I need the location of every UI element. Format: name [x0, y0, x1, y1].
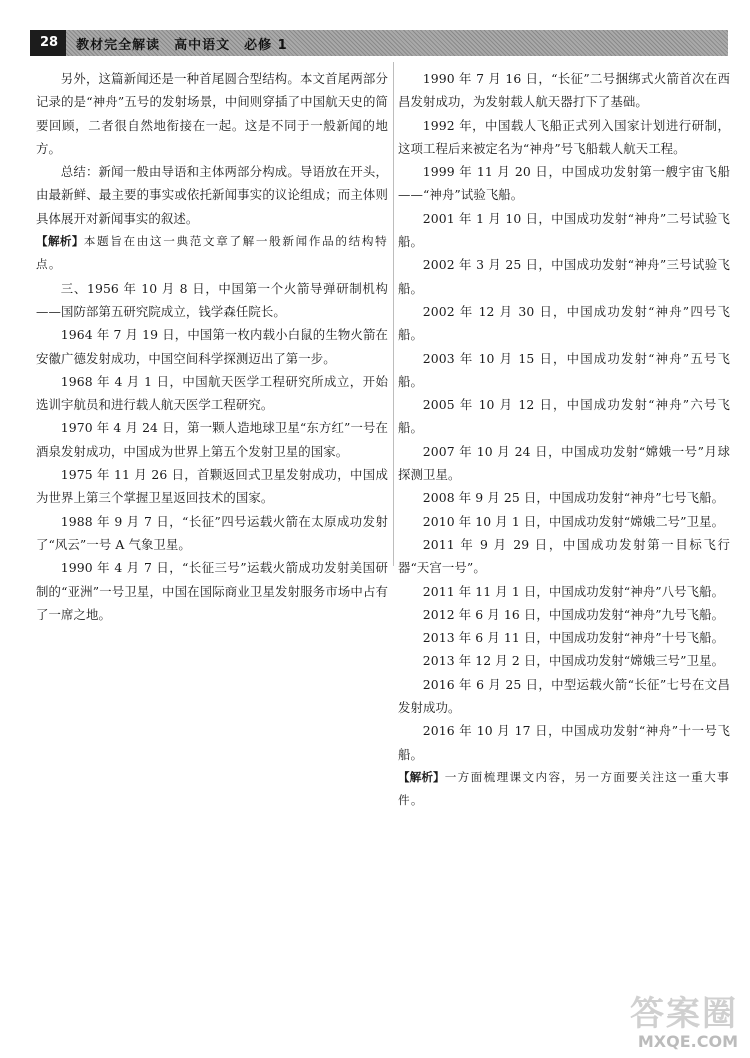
paragraph: 1999 年 11 月 20 日，中国成功发射第一艘宇宙飞船——“神舟”试验飞船。: [398, 164, 730, 203]
paragraph: 1975 年 11 月 26 日，首颗返回式卫星发射成功，中国成为世界上第三个掌握卫星返回技术的国家。: [36, 467, 388, 506]
analysis-tag: 【解析】: [398, 769, 445, 784]
column-divider: [393, 62, 394, 566]
paragraph: 1968 年 4 月 1 日，中国航天医学工程研究所成立，开始选训宇航员和进行载人航天医学工程研究。: [36, 373, 388, 413]
paragraph: 2008 年 9 月 25 日，中国成功发射“神舟”七号飞船。: [422, 490, 725, 506]
paragraph: 1988 年 9 月 7 日，“长征”四号运载火箭在太原成功发射了“风云”一号 A 气象卫星。: [36, 513, 388, 552]
watermark-logo-text: 答案圈: [630, 994, 738, 1034]
paragraph: 三、1956 年 10 月 8 日，中国第一个火箭导弹研制机构——国防部第五研究院成立，钱学森任院长。: [36, 280, 388, 319]
paragraph: 2016 年 10 月 17 日，中国成功发射“神舟”十一号飞船。: [398, 723, 730, 762]
paragraph: 2011 年 11 月 1 日，中国成功发射“神舟”八号飞船。: [422, 583, 725, 599]
analysis-text: 本题旨在由这一典范文章了解一般新闻作品的结构特点。: [36, 234, 388, 272]
paragraph: 2013 年 12 月 2 日，中国成功发射“嫦娥三号”卫星。: [422, 653, 725, 669]
analysis-note: [36, 230, 388, 277]
paragraph: 2003 年 10 月 15 日，中国成功发射“神舟”五号飞船。: [398, 350, 730, 389]
paragraph: 2012 年 6 月 16 日，中国成功发射“神舟”九号飞船。: [422, 606, 725, 622]
watermark-logo: [608, 995, 738, 1053]
book-title: 教材完全解读 高中语文 必修 1: [76, 37, 288, 53]
paragraph: 2010 年 10 月 1 日，中国成功发射“嫦娥二号”卫星。: [422, 513, 725, 529]
paragraph: 2016 年 6 月 25 日，中型运载火箭“长征”七号在文昌发射成功。: [398, 676, 730, 716]
paragraph: 2013 年 6 月 11 日，中国成功发射“神舟”十号飞船。: [422, 630, 725, 646]
right-column: [398, 67, 730, 813]
paragraph: 总结：新闻一般由导语和主体两部分构成。导语放在开头，由最新鲜、最主要的事实或依托新闻事实的议论组成；而主体则具体展开对新闻事实的叙述。: [36, 164, 388, 226]
analysis-text: 一方面梳理课文内容，另一方面要关注这一重大事件。: [398, 769, 730, 808]
paragraph: 1970 年 4 月 24 日，第一颗人造地球卫星“东方红”一号在酒泉发射成功，中国成为世界上第五个发射卫星的国家。: [36, 420, 388, 459]
paragraph: 2005 年 10 月 12 日，中国成功发射“神舟”六号飞船。: [398, 397, 730, 436]
analysis-tag: 【解析】: [36, 234, 84, 249]
page-number: 28: [30, 30, 66, 56]
paragraph: 2002 年 12 月 30 日，中国成功发射“神舟”四号飞船。: [398, 303, 730, 343]
paragraph: 另外，这篇新闻还是一种首尾圆合型结构。本文首尾两部分记录的是“神舟”五号的发射场景，中间则穿插了中国航天史的简要回顾，二者很自然地衔接在一起。这是不同于一般新闻的地方。: [36, 71, 388, 156]
watermark-url: MXQE.COM: [637, 1032, 738, 1051]
paragraph: 2007 年 10 月 24 日，中国成功发射“嫦娥一号”月球探测卫星。: [398, 443, 730, 483]
left-column: [36, 67, 388, 626]
paragraph: 1964 年 7 月 19 日，中国第一枚内载小白鼠的生物火箭在安徽广德发射成功，中国空间科学探测迈出了第一步。: [36, 327, 388, 366]
paragraph: 2001 年 1 月 10 日，中国成功发射“神舟”二号试验飞船。: [398, 210, 730, 250]
paragraph: 1990 年 7 月 16 日，“长征”二号捆绑式火箭首次在西昌发射成功，为发射载人航天器打下了基础。: [398, 71, 730, 110]
page-header: [30, 30, 728, 56]
paragraph: 1990 年 4 月 7 日，“长征三号”运载火箭成功发射美国研制的“亚洲”一号卫星，中国在国际商业卫星发射服务市场中占有了一席之地。: [36, 560, 388, 622]
paragraph: 2002 年 3 月 25 日，中国成功发射“神舟”三号试验飞船。: [398, 257, 730, 296]
paragraph: 2011 年 9 月 29 日，中国成功发射第一目标飞行器“天宫一号”。: [398, 536, 730, 576]
paragraph: 1992 年，中国载人飞船正式列入国家计划进行研制，这项工程后来被定名为“神舟”号飞船载人航天工程。: [398, 117, 730, 156]
analysis-note: [398, 766, 730, 813]
